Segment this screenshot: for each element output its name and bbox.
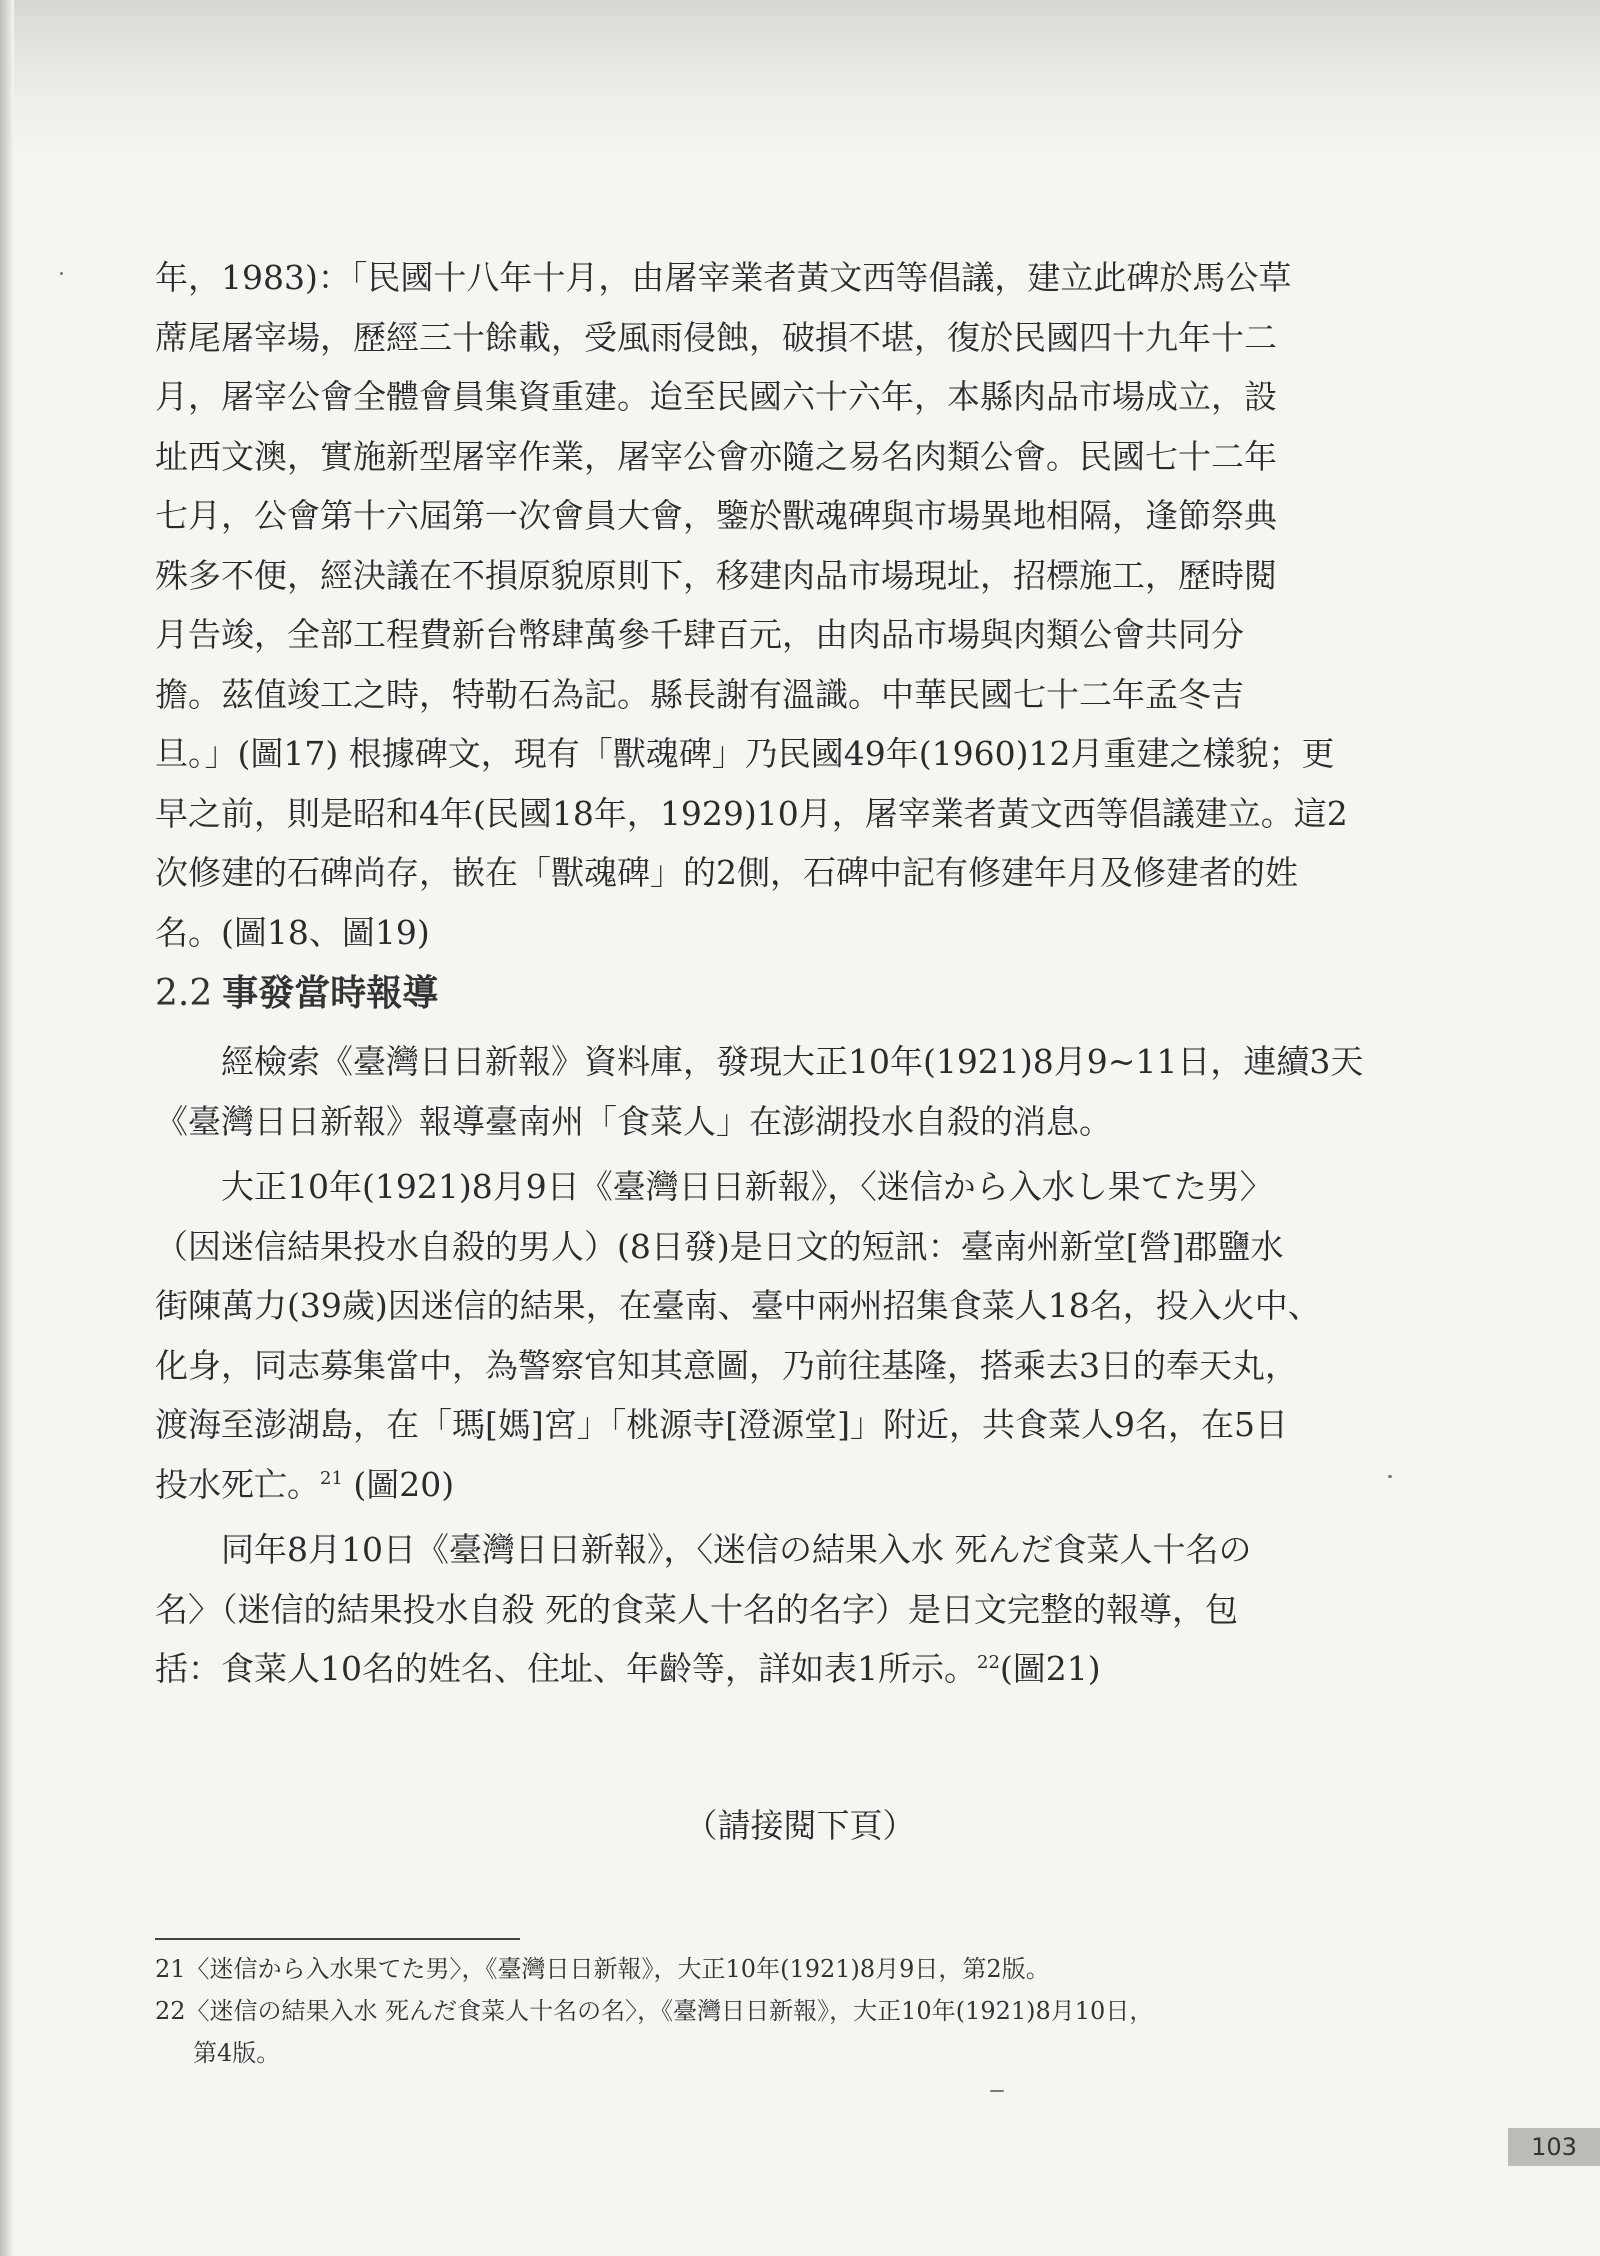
footnotes [155,1948,1355,2074]
text-line: 七月，公會第十六屆第一次會員大會，鑒於獸魂碑與市場異地相隔，逢節祭典 [155,496,1277,535]
text-line: （因迷信結果投水自殺的男人）(8日發)是日文的短訊：臺南州新堂[營]郡鹽水 [155,1226,1284,1266]
scan-speck [990,2090,1004,2092]
section-title: 事發當時報導 [222,973,439,1014]
footnote-21: 21〈迷信から入水果てた男〉，《臺灣日日新報》，大正10年(1921)8月9日，第2版。 [155,1955,1050,1983]
text-line: 早之前，則是昭和4年(民國18年，1929)10月，屠宰業者黃文西等倡議建立。這2 [155,793,1348,833]
text-line: 《臺灣日日新報》報導臺南州「食菜人」在澎湖投水自殺的消息。 [155,1101,1112,1141]
scan-top-shadow [0,0,1600,160]
footnote-ref-22[interactable]: 22 [977,1652,1000,1673]
paragraph-4 [155,1520,1355,1699]
paragraph-3 [155,1157,1355,1514]
page-number: 103 [1508,2128,1600,2166]
text-line: 殊多不便，經決議在不損原貌原則下，移建肉品市場現址，招標施工，歷時閱 [155,555,1277,595]
text-line [155,1639,1355,1699]
text-line: 蓆尾屠宰場，歷經三十餘載，受風雨侵蝕，破損不堪，復於民國四十九年十二 [155,317,1277,357]
section-heading [155,962,1355,1026]
text-line: 名〉（迷信的結果投水自殺 死的食菜人十名的名字）是日文完整的報導，包 [155,1589,1238,1629]
text-line: 同年8月10日《臺灣日日新報》，〈迷信の結果入水 死んだ食菜人十名の [221,1530,1252,1569]
footnote-ref-21[interactable]: 21 [320,1467,343,1489]
figure-ref: (圖20) [342,1464,455,1504]
text-line: 月，屠宰公會全體會員集資重建。迨至民國六十六年，本縣肉品市場成立，設 [155,377,1277,416]
text-line: 擔。茲值竣工之時，特勒石為記。縣長謝有溫識。中華民國七十二年孟冬吉 [155,674,1244,714]
scan-speck [60,272,63,275]
text-line: 址西文澳，實施新型屠宰作業，屠宰公會亦隨之易名肉類公會。民國七十二年 [155,436,1277,476]
main-text [155,248,1364,1699]
text-line: 旦。」(圖17) 根據碑文，現有「獸魂碑」乃民國49年(1960)12月重建之樣貌；更 [155,734,1335,773]
text-line [155,1455,1355,1515]
text-line: 年，1983)：「民國十八年十月，由屠宰業者黃文西等倡議，建立此碑於馬公草 [155,258,1292,297]
text-line: 經檢索《臺灣日日新報》資料庫，發現大正10年(1921)8月9~11日，連續3天 [221,1042,1364,1081]
text-line: 渡海至澎湖島，在「瑪[媽]宮」「桃源寺[澄源堂]」附近，共食菜人9名，在5日 [155,1405,1288,1444]
continued-note: （請接閱下頁） [684,1806,916,1845]
text-line: 次修建的石碑尚存，嵌在「獸魂碑」的2側，石碑中記有修建年月及修建者的姓 [155,853,1298,892]
text-line: 名。(圖18、圖19) [155,912,430,952]
footnote-divider [155,1938,520,1940]
section-number: 2.2 [155,973,213,1014]
text-line: 月告竣，全部工程費新台幣肆萬參千肆百元，由肉品市場與肉類公會共同分 [155,615,1244,654]
text-line: 街陳萬力(39歲)因迷信的結果，在臺南、臺中兩州招集食菜人18名，投入火中、 [155,1286,1321,1325]
paragraph-2 [155,1032,1364,1151]
text-line: 化身，同志募集當中，為警察官知其意圖，乃前往基隆，搭乘去3日的奉天丸， [155,1345,1298,1385]
footnote-22-continuation: 第4版。 [193,2039,281,2067]
text-line: 大正10年(1921)8月9日《臺灣日日新報》，〈迷信から入水し果てた男〉 [221,1167,1273,1206]
line-text: 括：食菜人10名的姓名、住址、年齡等，詳如表1所示。 [155,1649,977,1688]
paragraph-1 [155,248,1355,962]
line-text: 投水死亡。 [155,1464,320,1504]
footnote-22: 22〈迷信の結果入水 死んだ食菜人十名の名〉，《臺灣日日新報》，大正10年(1921)8月10日， [155,1997,1154,2025]
scan-speck [1388,1475,1392,1478]
figure-ref: (圖21) [999,1649,1101,1688]
scan-left-edge [0,0,14,2256]
